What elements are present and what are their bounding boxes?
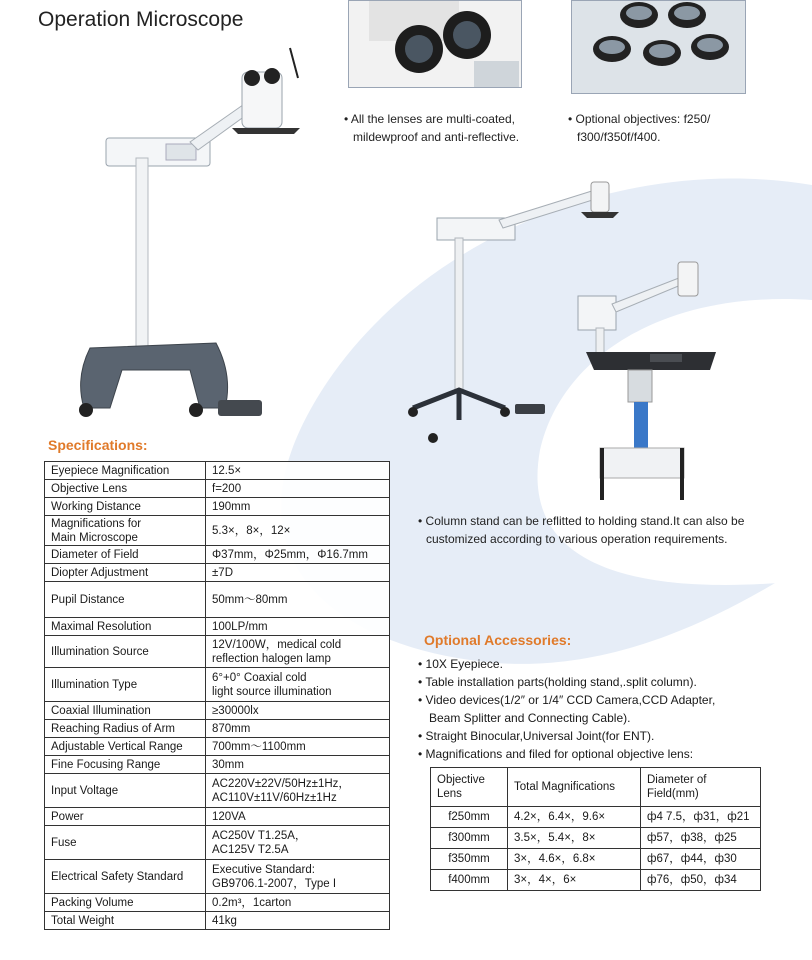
- table-cell: ф4 7.5，ф31，ф21: [641, 807, 761, 828]
- table-cell: f350mm: [431, 849, 508, 870]
- spec-label: Maximal Resolution: [45, 618, 206, 636]
- accessories-list: [418, 655, 715, 763]
- column-header: Diameter of Field(mm): [641, 768, 761, 807]
- spec-value: 870mm: [206, 720, 390, 738]
- specifications-heading: Specifications:: [48, 437, 148, 453]
- table-row: [45, 668, 390, 702]
- table-row: [45, 912, 390, 930]
- column-header: Objective Lens: [431, 768, 508, 807]
- page-title: Operation Microscope: [38, 8, 244, 31]
- table-row: [45, 480, 390, 498]
- table-stand-microscope-image: [560, 252, 730, 507]
- lenses-note-line: • All the lenses are multi-coated,: [344, 112, 515, 126]
- column-stand-note: [418, 512, 744, 548]
- column-header: Total Magnifications: [508, 768, 641, 807]
- spec-label: Working Distance: [45, 498, 206, 516]
- spec-value: f=200: [206, 480, 390, 498]
- spec-label: Objective Lens: [45, 480, 206, 498]
- specifications-table: [44, 461, 390, 930]
- spec-label: Pupil Distance: [45, 582, 206, 618]
- accessories-heading: Optional Accessories:: [424, 632, 572, 648]
- table-row: [45, 738, 390, 756]
- table-row: [431, 870, 761, 891]
- column-stand-note-line: • Column stand can be reflitted to holding stand.It can also be: [418, 514, 745, 528]
- table-row: [45, 860, 390, 894]
- spec-value: AC220V±22V/50Hz±1Hz， AC110V±11V/60Hz±1Hz: [206, 774, 390, 808]
- table-row: [45, 618, 390, 636]
- objectives-image: [572, 1, 745, 93]
- spec-label: Reaching Radius of Arm: [45, 720, 206, 738]
- spec-value: 12.5×: [206, 462, 390, 480]
- table-row: [45, 720, 390, 738]
- spec-value: 100LP/mm: [206, 618, 390, 636]
- spec-label: Input Voltage: [45, 774, 206, 808]
- spec-label: Coaxial Illumination: [45, 702, 206, 720]
- spec-label: Diopter Adjustment: [45, 564, 206, 582]
- spec-label: Fine Focusing Range: [45, 756, 206, 774]
- floor-stand-microscope-image: [70, 38, 310, 423]
- table-row: [45, 756, 390, 774]
- list-item: • 10X Eyepiece.: [418, 657, 503, 671]
- spec-value: Φ37mm，Φ25mm，Φ16.7mm: [206, 546, 390, 564]
- objectives-note: [568, 110, 710, 146]
- list-item: • Magnifications and filed for optional objective lens:: [418, 747, 694, 761]
- objectives-note-line: f300/f350f/f400.: [577, 130, 661, 144]
- spec-label: Eyepiece Magnification: [45, 462, 206, 480]
- table-cell: f300mm: [431, 828, 508, 849]
- table-header-row: [431, 768, 761, 807]
- table-row: [45, 546, 390, 564]
- table-cell: f250mm: [431, 807, 508, 828]
- spec-label: Diameter of Field: [45, 546, 206, 564]
- eyepiece-photo: [348, 0, 522, 88]
- list-item: • Table installation parts(holding stand,.split column).: [418, 675, 697, 689]
- spec-value: 190mm: [206, 498, 390, 516]
- table-cell: f400mm: [431, 870, 508, 891]
- table-cell: 3.5×，5.4×，8×: [508, 828, 641, 849]
- spec-value: 0.2m³，1carton: [206, 894, 390, 912]
- objective-lens-table: [430, 767, 761, 891]
- spec-label: Total Weight: [45, 912, 206, 930]
- table-cell: ф57，ф38，ф25: [641, 828, 761, 849]
- spec-label: Electrical Safety Standard: [45, 860, 206, 894]
- spec-value: 50mm～80mm: [206, 582, 390, 618]
- objectives-note-line: • Optional objectives: f250/: [568, 112, 711, 126]
- list-item: • Video devices(1/2″ or 1/4″ CCD Camera,CCD Adapter,: [418, 693, 716, 707]
- spec-value: 12V/100W，medical cold reflection halogen lamp: [206, 636, 390, 668]
- spec-label: Power: [45, 808, 206, 826]
- table-row: [45, 582, 390, 618]
- table-row: [431, 828, 761, 849]
- table-row: [45, 516, 390, 546]
- objectives-photo: [571, 0, 746, 94]
- table-row: [45, 808, 390, 826]
- spec-value: 700mm～1100mm: [206, 738, 390, 756]
- spec-value: ≥30000lx: [206, 702, 390, 720]
- spec-label: Packing Volume: [45, 894, 206, 912]
- spec-value: Executive Standard: GB9706.1-2007，Type I: [206, 860, 390, 894]
- table-row: [431, 849, 761, 870]
- spec-value: 5.3×，8×，12×: [206, 516, 390, 546]
- table-cell: 3×，4×，6×: [508, 870, 641, 891]
- list-item: • Straight Binocular,Universal Joint(for ENT).: [418, 729, 655, 743]
- list-item: Beam Splitter and Connecting Cable).: [429, 711, 631, 725]
- table-row: [431, 807, 761, 828]
- table-row: [45, 636, 390, 668]
- lenses-note: [344, 110, 519, 146]
- table-cell: 4.2×，6.4×，9.6×: [508, 807, 641, 828]
- table-row: [45, 462, 390, 480]
- table-cell: ф76，ф50，ф34: [641, 870, 761, 891]
- spec-value: 41kg: [206, 912, 390, 930]
- table-row: [45, 702, 390, 720]
- table-row: [45, 774, 390, 808]
- lenses-note-line: mildewproof and anti-reflective.: [353, 130, 520, 144]
- spec-label: Fuse: [45, 826, 206, 860]
- table-cell: 3×，4.6×，6.8×: [508, 849, 641, 870]
- spec-value: 30mm: [206, 756, 390, 774]
- eyepiece-image: [349, 1, 521, 87]
- spec-value: AC250V T1.25A， AC125V T2.5A: [206, 826, 390, 860]
- column-stand-note-line: customized according to various operation requirements.: [426, 532, 728, 546]
- table-row: [45, 564, 390, 582]
- spec-label: Illumination Source: [45, 636, 206, 668]
- table-row: [45, 894, 390, 912]
- table-cell: ф67，ф44，ф30: [641, 849, 761, 870]
- table-row: [45, 498, 390, 516]
- spec-value: 6°+0° Coaxial cold light source illumination: [206, 668, 390, 702]
- spec-value: 120VA: [206, 808, 390, 826]
- spec-label: Magnifications for Main Microscope: [45, 516, 206, 546]
- spec-label: Illumination Type: [45, 668, 206, 702]
- table-row: [45, 826, 390, 860]
- spec-value: ±7D: [206, 564, 390, 582]
- spec-label: Adjustable Vertical Range: [45, 738, 206, 756]
